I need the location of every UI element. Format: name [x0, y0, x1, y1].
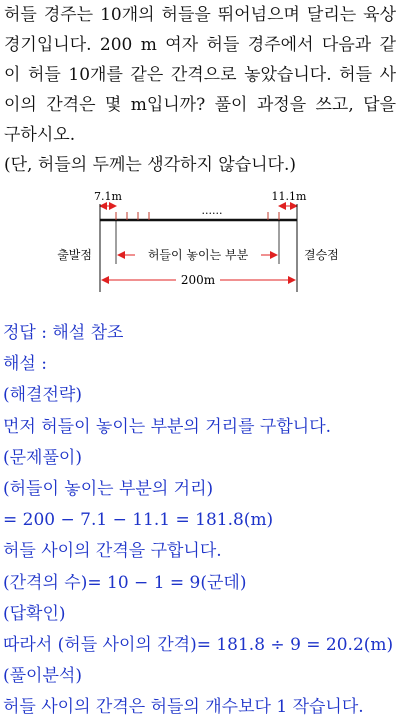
solution-heading: (문제풀이) [3, 447, 82, 468]
solution-label: (허들이 놓이는 부분의 거리) [3, 479, 214, 500]
left-distance-label: 7.1m [94, 190, 122, 203]
analysis-text: 허들 사이의 간격은 허들의 개수보다 1 작습니다. [3, 697, 364, 718]
check-heading: (답확인) [3, 603, 66, 624]
analysis-heading: (풀이분석) [3, 666, 82, 687]
solution-equation: = 200 − 7.1 − 11.1 = 181.8(m) [3, 510, 274, 531]
total-distance-label: 200m [180, 273, 216, 287]
final-answer: 따라서 (허들 사이의 간격)= 181.8 ÷ 9 = 20.2(m) [3, 635, 394, 656]
finish-label: 결승점 [304, 248, 339, 262]
question-text [4, 0, 396, 180]
start-label: 출발점 [57, 248, 92, 262]
strategy-text: 먼저 허들이 놓이는 부분의 거리를 구합니다. [3, 416, 332, 437]
solution-step-text: 허들 사이의 간격을 구합니다. [3, 541, 222, 562]
question-line-4: 이의 간격은 몇 m입니까? 풀이 과정을 쓰고, 답을 [4, 95, 396, 115]
hurdle-section-label: 허들이 놓이는 부분 [147, 248, 249, 262]
hurdle-diagram-svg [0, 176, 400, 296]
strategy-heading: (해결전략) [3, 385, 82, 406]
question-line-1: 허들 경주는 10개의 허들을 뛰어넘으며 달리는 육상 [4, 5, 396, 25]
hurdle-diagram [0, 176, 400, 296]
interval-count: (간격의 수)= 10 − 1 = 9(군데) [3, 572, 247, 593]
answer-line: 정답 : 해설 참조 [3, 323, 124, 343]
hurdle-dots: ...... [201, 204, 223, 217]
question-line-5: 구하시오. [4, 125, 76, 145]
question-condition: (단, 허들의 두께는 생각하지 않습니다.) [4, 155, 297, 175]
question-line-3: 이 허들 10개를 같은 간격으로 놓았습니다. 허들 사 [4, 65, 396, 85]
right-distance-label: 11.1m [271, 190, 307, 203]
question-line-2: 경기입니다. 200 m 여자 허들 경주에서 다음과 같 [4, 35, 396, 55]
explanation-heading: 해설 : [3, 354, 47, 375]
answer-section [3, 318, 398, 724]
